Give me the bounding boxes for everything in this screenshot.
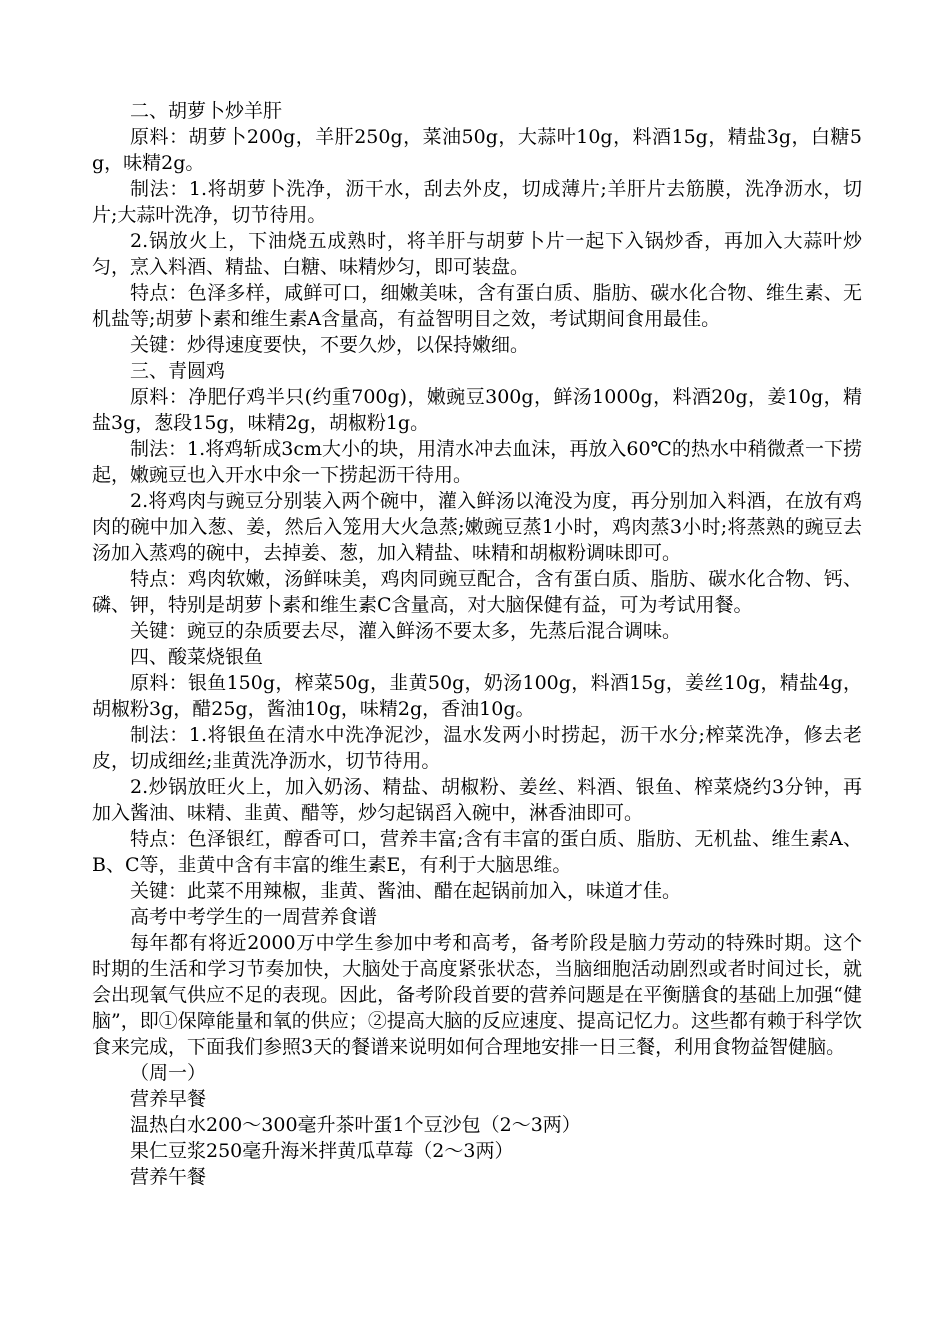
method-paragraph: 制法：1.将胡萝卜洗净，沥干水，刮去外皮，切成薄片;羊肝片去筋膜，洗净沥水，切片;大蒜叶洗净，切节待用。: [92, 178, 862, 226]
features-paragraph: 特点：色泽银红，醇香可口，营养丰富;含有丰富的蛋白质、脂肪、无机盐、维生素A、B、C等，韭黄中含有丰富的维生素E，有利于大脑思维。: [92, 828, 862, 876]
menu-line: 温热白水200～300毫升茶叶蛋1个豆沙包（2～3两）: [130, 1114, 581, 1136]
features-paragraph: 特点：色泽多样，咸鲜可口，细嫩美味，含有蛋白质、脂肪、碳水化合物、维生素、无机盐等;胡萝卜素和维生素A含量高，有益智明目之效，考试期间食用最佳。: [92, 282, 862, 330]
ingredients-paragraph: 原料：净肥仔鸡半只(约重700g)，嫩豌豆300g，鲜汤1000g，料酒20g，姜10g，精盐3g，葱段15g，味精2g，胡椒粉1g。: [92, 386, 862, 434]
section-heading: 二、胡萝卜炒羊肝: [130, 100, 283, 122]
key-point-paragraph: 关键：豌豆的杂质要去尽，灌入鲜汤不要太多，先蒸后混合调味。: [130, 620, 682, 642]
method-step-paragraph: 2.锅放火上，下油烧五成熟时，将羊肝与胡萝卜片一起下入锅炒香，再加入大蒜叶炒匀，烹入料酒、精盐、白糖、味精炒匀，即可装盘。: [92, 230, 862, 278]
menu-line: 果仁豆浆250毫升海米拌黄瓜草莓（2～3两）: [130, 1140, 514, 1162]
meal-heading: 营养早餐: [130, 1088, 207, 1110]
ingredients-paragraph: 原料：胡萝卜200g，羊肝250g，菜油50g，大蒜叶10g，料酒15g，精盐3g，白糖5g，味精2g。: [92, 126, 862, 174]
section-heading: 四、酸菜烧银鱼: [130, 646, 264, 668]
meal-heading: 营养午餐: [130, 1166, 207, 1188]
key-point-paragraph: 关键：此菜不用辣椒，韭黄、酱油、醋在起锅前加入，味道才佳。: [130, 880, 682, 902]
method-step-paragraph: 2.炒锅放旺火上，加入奶汤、精盐、胡椒粉、姜丝、料酒、银鱼、榨菜烧约3分钟，再加入酱油、味精、韭黄、醋等，炒匀起锅舀入碗中，淋香油即可。: [92, 776, 862, 824]
features-paragraph: 特点：鸡肉软嫩，汤鲜味美，鸡肉同豌豆配合，含有蛋白质、脂肪、碳水化合物、钙、磷、钾，特别是胡萝卜素和维生素C含量高，对大脑保健有益，可为考试用餐。: [92, 568, 862, 616]
ingredients-paragraph: 原料：银鱼150g，榨菜50g，韭黄50g，奶汤100g，料酒15g，姜丝10g，精盐4g，胡椒粉3g，醋25g，酱油10g，味精2g，香油10g。: [92, 672, 862, 720]
method-paragraph: 制法：1.将银鱼在清水中洗净泥沙，温水发两小时捞起，沥干水分;榨菜洗净，修去老皮，切成细丝;韭黄洗净沥水，切节待用。: [92, 724, 862, 772]
method-paragraph: 制法：1.将鸡斩成3cm大小的块，用清水冲去血沫，再放入60℃的热水中稍微煮一下捞起，嫩豌豆也入开水中氽一下捞起沥干待用。: [92, 438, 862, 486]
key-point-paragraph: 关键：炒得速度要快，不要久炒，以保持嫩细。: [130, 334, 530, 356]
document-page: [92, 98, 862, 1190]
section-heading: 三、青圆鸡: [130, 360, 226, 382]
method-step-paragraph: 2.将鸡肉与豌豆分别装入两个碗中，灌入鲜汤以淹没为度，再分别加入料酒，在放有鸡肉的碗中加入葱、姜，然后入笼用大火急蒸;嫩豌豆蒸1小时，鸡肉蒸3小时;将蒸熟的豌豆去汤加入蒸鸡的碗中，去掉姜、葱，加入精盐、味精和胡椒粉调味即可。: [92, 490, 862, 564]
article-title: 高考中考学生的一周营养食谱: [130, 906, 378, 928]
day-label: （周一）: [130, 1062, 207, 1084]
intro-paragraph: 每年都有将近2000万中学生参加中考和高考，备考阶段是脑力劳动的特殊时期。这个时期的生活和学习节奏加快，大脑处于高度紧张状态，当脑细胞活动剧烈或者时间过长，就会出现氧气供应不足的表现。因此，备考阶段首要的营养问题是在平衡膳食的基础上加强“健脑”，即①保障能量和氧的供应；②提高大脑的反应速度、提高记忆力。这些都有赖于科学饮食来完成，下面我们参照3天的餐谱来说明如何合理地安排一日三餐，利用食物益智健脑。: [92, 932, 862, 1058]
